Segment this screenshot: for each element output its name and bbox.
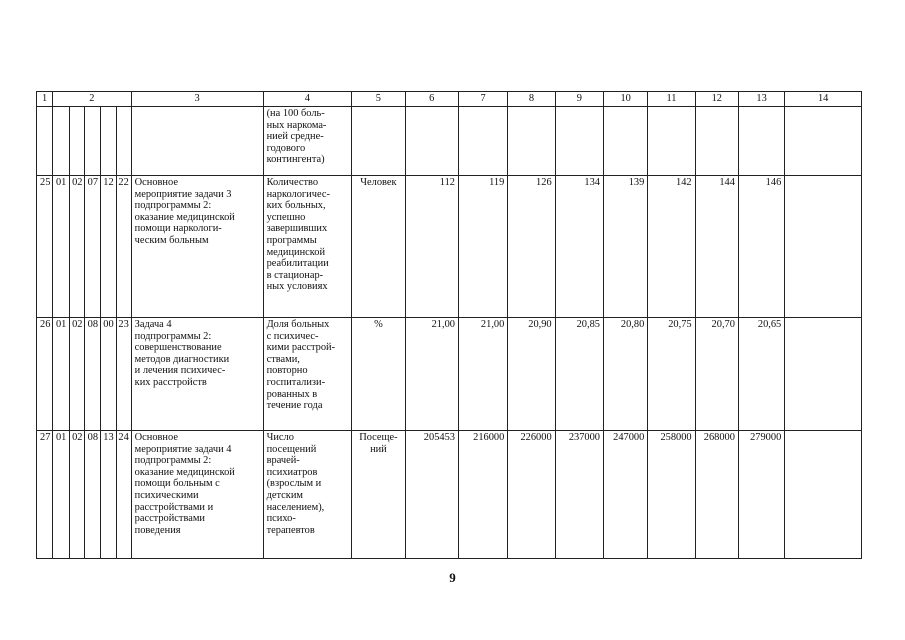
note-cell [785, 318, 862, 431]
note-cell [785, 107, 862, 176]
code-cell: 02 [70, 176, 85, 318]
value-cell: 258000 [648, 431, 695, 559]
header-cell: 3 [131, 92, 263, 107]
code-cell [53, 107, 70, 176]
code-cell: 23 [116, 318, 131, 431]
value-cell: 144 [695, 176, 738, 318]
value-cell [695, 107, 738, 176]
value-cell: 205453 [405, 431, 458, 559]
code-cell: 07 [85, 176, 101, 318]
header-cell: 9 [555, 92, 603, 107]
code-cell: 00 [101, 318, 116, 431]
unit-cell: % [352, 318, 405, 431]
header-cell: 1 [37, 92, 53, 107]
header-cell: 10 [603, 92, 647, 107]
code-cell [116, 107, 131, 176]
value-cell: 21,00 [458, 318, 507, 431]
header-cell: 5 [352, 92, 405, 107]
value-cell [458, 107, 507, 176]
value-cell [555, 107, 603, 176]
value-cell: 139 [603, 176, 647, 318]
indicator-name-cell: Количество наркологичес- ких больных, успешно завершивших программы медицинской реабилитации в стационар- ных условиях [263, 176, 352, 318]
event-name-cell: Задача 4 подпрограммы 2: совершенствование методов диагностики и лечения психичес- ких расстройств [131, 318, 263, 431]
note-cell [785, 176, 862, 318]
value-cell [508, 107, 555, 176]
value-cell: 20,70 [695, 318, 738, 431]
value-cell: 146 [738, 176, 784, 318]
value-cell [648, 107, 695, 176]
row-number-cell: 25 [37, 176, 53, 318]
code-cell: 08 [85, 431, 101, 559]
indicator-name-cell: Доля больных с психичес- кими расстрой- ствами, повторно госпитализи- рованных в течение года [263, 318, 352, 431]
table-row [37, 176, 862, 318]
code-cell: 02 [70, 318, 85, 431]
value-cell: 21,00 [405, 318, 458, 431]
code-cell [85, 107, 101, 176]
indicator-name-cell: (на 100 боль- ных наркома- нией средне- годового контингента) [263, 107, 352, 176]
header-cell: 2 [53, 92, 132, 107]
value-cell: 279000 [738, 431, 784, 559]
value-cell: 20,65 [738, 318, 784, 431]
row-number-cell [37, 107, 53, 176]
header-cell: 14 [785, 92, 862, 107]
table-row [37, 431, 862, 559]
value-cell: 20,90 [508, 318, 555, 431]
row-number-cell: 27 [37, 431, 53, 559]
code-cell: 01 [53, 318, 70, 431]
code-cell [101, 107, 116, 176]
unit-cell [352, 107, 405, 176]
unit-cell: Человек [352, 176, 405, 318]
value-cell: 126 [508, 176, 555, 318]
code-cell: 01 [53, 431, 70, 559]
value-cell [405, 107, 458, 176]
code-cell: 01 [53, 176, 70, 318]
value-cell: 134 [555, 176, 603, 318]
code-cell: 13 [101, 431, 116, 559]
header-cell: 8 [508, 92, 555, 107]
value-cell [738, 107, 784, 176]
value-cell: 20,80 [603, 318, 647, 431]
value-cell: 142 [648, 176, 695, 318]
indicators-table [36, 91, 862, 559]
table-row [37, 107, 862, 176]
value-cell: 119 [458, 176, 507, 318]
value-cell: 247000 [603, 431, 647, 559]
value-cell: 268000 [695, 431, 738, 559]
code-cell: 24 [116, 431, 131, 559]
code-cell: 02 [70, 431, 85, 559]
header-cell: 6 [405, 92, 458, 107]
header-cell: 11 [648, 92, 695, 107]
value-cell: 20,75 [648, 318, 695, 431]
value-cell [603, 107, 647, 176]
value-cell: 112 [405, 176, 458, 318]
unit-cell: Посеще- ний [352, 431, 405, 559]
header-cell: 13 [738, 92, 784, 107]
code-cell: 22 [116, 176, 131, 318]
event-name-cell: Основное мероприятие задачи 3 подпрограммы 2: оказание медицинской помощи наркологи- ческим больным [131, 176, 263, 318]
event-name-cell [131, 107, 263, 176]
header-cell: 4 [263, 92, 352, 107]
value-cell: 216000 [458, 431, 507, 559]
value-cell: 20,85 [555, 318, 603, 431]
page-number: 9 [449, 570, 456, 585]
value-cell: 226000 [508, 431, 555, 559]
header-cell: 12 [695, 92, 738, 107]
value-cell: 237000 [555, 431, 603, 559]
code-cell: 12 [101, 176, 116, 318]
code-cell [70, 107, 85, 176]
header-cell: 7 [458, 92, 507, 107]
code-cell: 08 [85, 318, 101, 431]
row-number-cell: 26 [37, 318, 53, 431]
indicator-name-cell: Число посещений врачей- психиатров (взрослым и детским населением), психо- терапевтов [263, 431, 352, 559]
event-name-cell: Основное мероприятие задачи 4 подпрограммы 2: оказание медицинской помощи больным с психическими расстройствами и расстройствами поведения [131, 431, 263, 559]
table-row [37, 318, 862, 431]
note-cell [785, 431, 862, 559]
header-row [37, 92, 862, 107]
